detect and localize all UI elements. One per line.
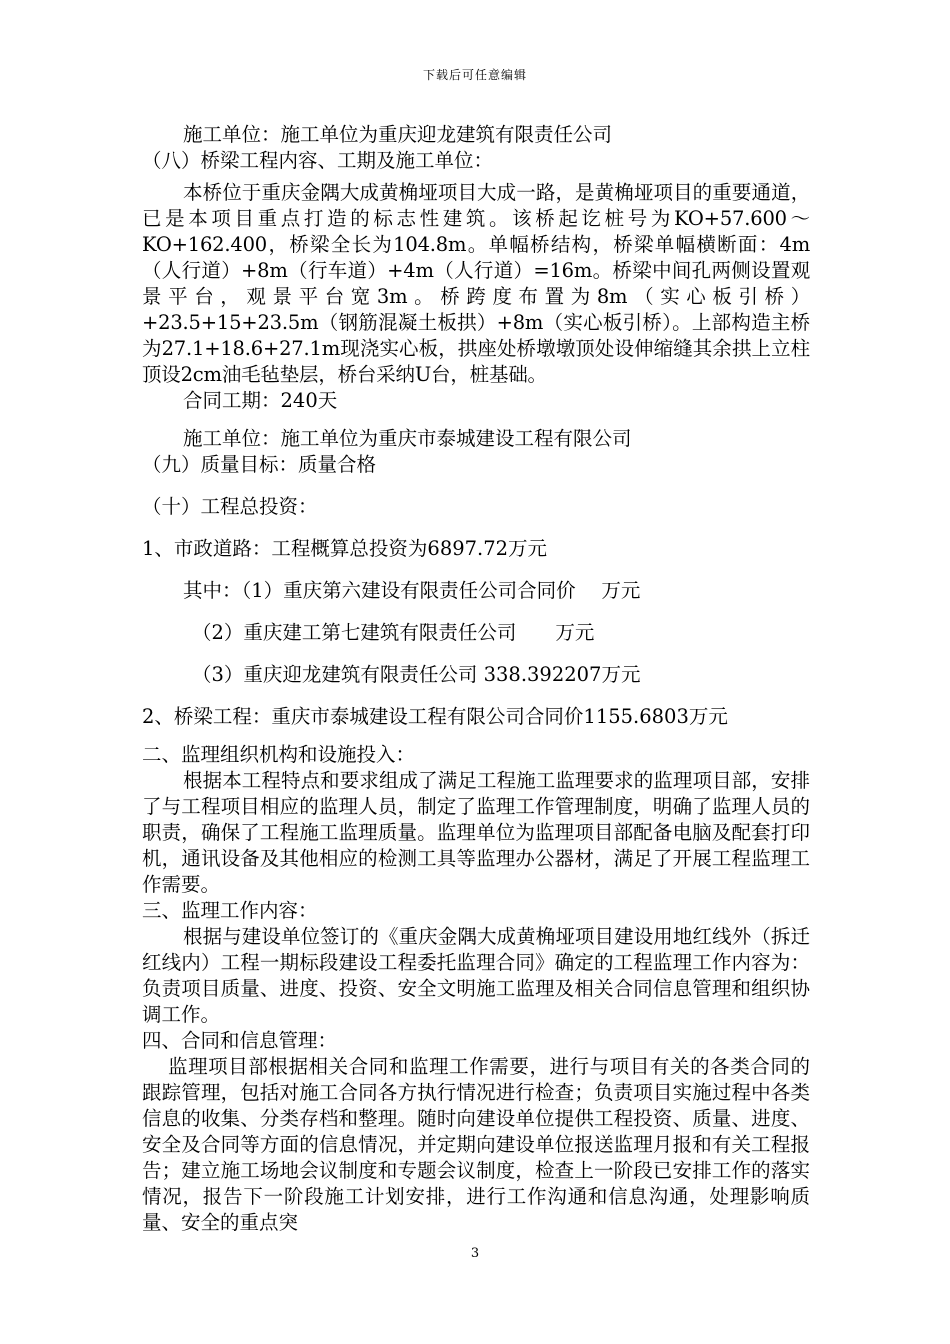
paragraph-supervision-organization: 根据本工程特点和要求组成了满足工程施工监理要求的监理项目部，安排了与工程项目相应的监理人员，制定了监理工作管理制度，明确了监理人员的职责，确保了工程施工监理质量。监理单位为监理项目部配备电脑及配套打印机，通讯设备及其他相应的检测工具等监理办公器材，满足了开展工程监理工作需要。 bbox=[142, 769, 810, 896]
paragraph-construction-unit-yinglong: 施工单位：施工单位为重庆迎龙建筑有限责任公司 bbox=[183, 123, 613, 146]
investment-bridge: 2、桥梁工程：重庆市泰城建设工程有限公司合同价1155.6803万元 bbox=[142, 705, 728, 728]
heading-supervision-content: 三、监理工作内容： bbox=[142, 899, 318, 922]
investment-item-3: （3）重庆迎龙建筑有限责任公司 338.392207万元 bbox=[192, 663, 641, 686]
document-body bbox=[142, 122, 810, 1236]
investment-item-1: 其中：（1）重庆第六建设有限责任公司合同价 万元 bbox=[183, 579, 641, 602]
page-number: 3 bbox=[470, 1246, 480, 1261]
paragraph-contract-information: 监理项目部根据相关合同和监理工作需要，进行与项目有关的各类合同的跟踪管理，包括对施工合同各方执行情况进行检查；负责项目实施过程中各类信息的收集、分类存档和整理。随时向建设单位提供工程投资、质量、进度、安全及合同等方面的信息情况，并定期向建设单位报送监理月报和有关工程报告；建立施工场地会议制度和专题会议制度，检查上一阶段已安排工作的落实情况，报告下一阶段施工计划安排，进行工作沟通和信息沟通，处理影响质量、安全的重点突 bbox=[142, 1055, 810, 1234]
investment-municipal-road: 1、市政道路：工程概算总投资为6897.72万元 bbox=[142, 537, 548, 560]
heading-supervision-organization: 二、监理组织机构和设施投入： bbox=[142, 743, 416, 766]
heading-quality-target: （九）质量目标：质量合格 bbox=[142, 453, 377, 476]
investment-item-2: （2）重庆建工第七建筑有限责任公司 万元 bbox=[192, 621, 595, 644]
heading-bridge-works: （八）桥梁工程内容、工期及施工单位： bbox=[142, 149, 494, 172]
paragraph-construction-unit-taicheng: 施工单位：施工单位为重庆市泰城建设工程有限公司 bbox=[183, 427, 632, 450]
paragraph-bridge-description: 本桥位于重庆金隅大成黄桷垭项目大成一路，是黄桷垭项目的重要通道，已是本项目重点打造的标志性建筑。该桥起讫桩号为KO+57.600～KO+162.400，桥梁全长为104.8m。单幅桥结构，桥梁单幅横断面：4m（人行道）+8m（行车道）+4m（人行道）=16m。桥梁中间孔两侧设置观景平台，观景平台宽3m。桥跨度布置为8m（实心板引桥）+23.5+15+23.5m（钢筋混凝土板拱）+8m（实心板引桥）。上部构造主桥为27.1+18.6+27.1m现浇实心板，拱座处桥墩墩顶处设伸缩缝其余拱上立柱顶设2cm油毛毡垫层，桥台采纳U台，桩基础。 bbox=[142, 181, 810, 386]
page-header: 下载后可任意编辑 bbox=[422, 68, 527, 82]
heading-total-investment: （十）工程总投资： bbox=[142, 495, 318, 518]
paragraph-supervision-content: 根据与建设单位签订的《重庆金隅大成黄桷垭项目建设用地红线外（拆迁红线内）工程一期标段建设工程委托监理合同》确定的工程监理工作内容为：负责项目质量、进度、投资、安全文明施工监理及相关合同信息管理和组织协调工作。 bbox=[142, 925, 810, 1026]
paragraph-contract-period: 合同工期：240天 bbox=[183, 389, 338, 412]
heading-contract-information: 四、合同和信息管理： bbox=[142, 1029, 338, 1052]
